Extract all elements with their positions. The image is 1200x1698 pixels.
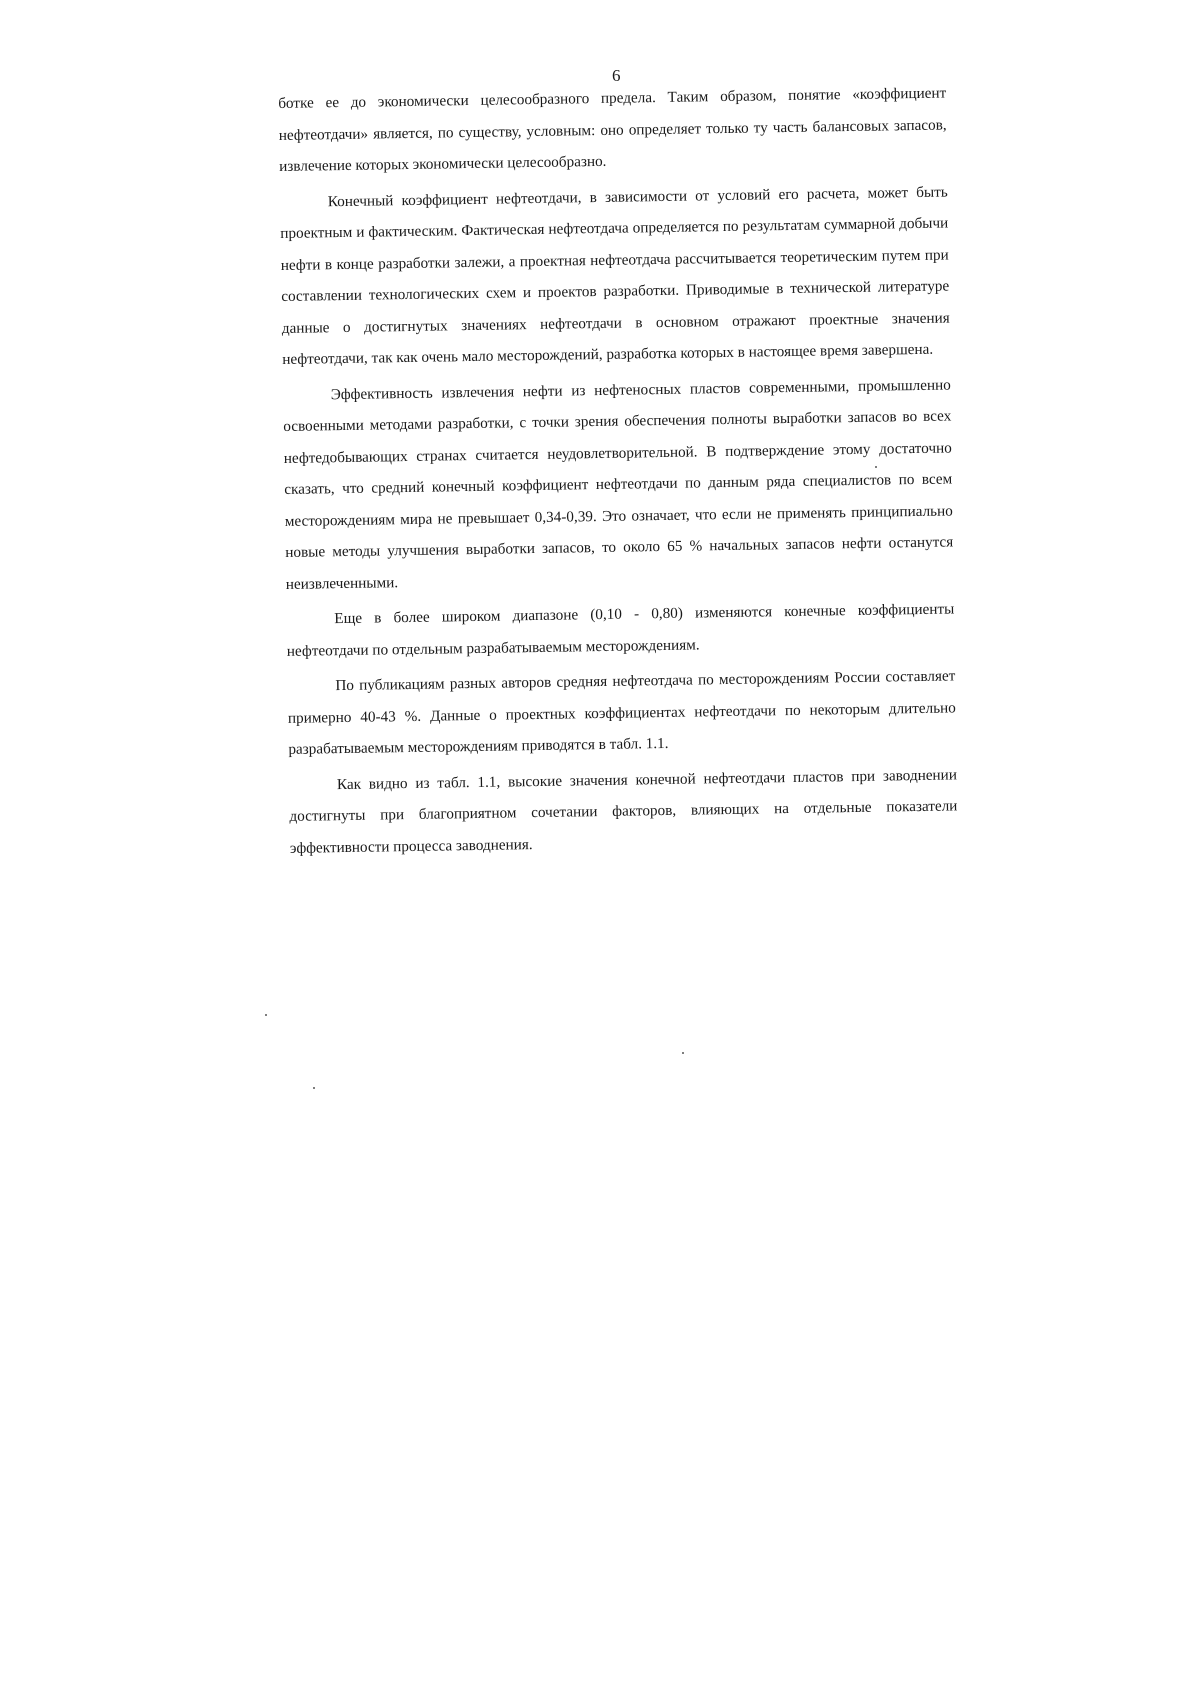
page-number: 6 [612,66,621,85]
scan-speck [313,1087,315,1089]
paragraph-3: Эффективность извлечения нефти из нефтеносных пластов современными, промышленно освоенными методами разработки, с точки зрения обеспечения полноты выработки запасов во всех нефтедобывающих странах считается неудовлетворительной. В подтверждение этому достаточно сказать, что средний конечный коэффициент нефтеотдачи по данным ряда специалистов по всем месторождениям мира не превышает 0,34-0,39. Это означает, что если не применять принципиально новые методы улучшения выработки запасов, то около 65 % начальных запасов нефти останутся неизвлеченными. [283,375,954,593]
paragraph-5: По публикациям разных авторов средняя нефтеотдача по месторождениям России составляет примерно 40-43 %. Данные о проектных коэффициентах нефтеотдачи по некоторым длительно разрабатываемым месторождениям приводятся в табл. 1.1. [287,667,956,758]
paragraph-6: Как видно из табл. 1.1, высокие значения конечной нефтеотдачи пластов при заводнении достигнуты при благоприятном сочетании факторов, влияющих на отдельные показатели эффективности процесса заводнения. [289,765,958,857]
paragraph-2: Конечный коэффициент нефтеотдачи, в зависимости от условий его расчета, может быть проектным и фактическим. Фактическая нефтеотдача определяется по результатам суммарной добычи нефти в конце разработки залежи, а проектная нефтеотдача рассчитывается теоретическим путем при составлении технологических схем и проектов разработки. Приводимые в технической литературе данные о достигнутых значениях нефтеотдачи в основном отражают проектные значения нефтеотдачи, так как очень мало месторождений, разработка которых в настоящее время завершена. [280,182,950,368]
scan-speck [875,466,877,468]
paragraph-4: Еще в более широком диапазоне (0,10 - 0,80) изменяются конечные коэффициенты нефтеотдачи по отдельным разрабатываемым месторождениям. [286,600,955,660]
paragraph-1: ботке ее до экономически целесообразного предела. Таким образом, понятие «коэффициент нефтеотдачи» является, по существу, условным: оно определяет только ту часть балансовых запасов, извлечение которых экономически целесообразно. [278,84,947,175]
scan-speck [682,1052,684,1054]
body-text [278,78,958,864]
scan-speck [265,1014,267,1016]
